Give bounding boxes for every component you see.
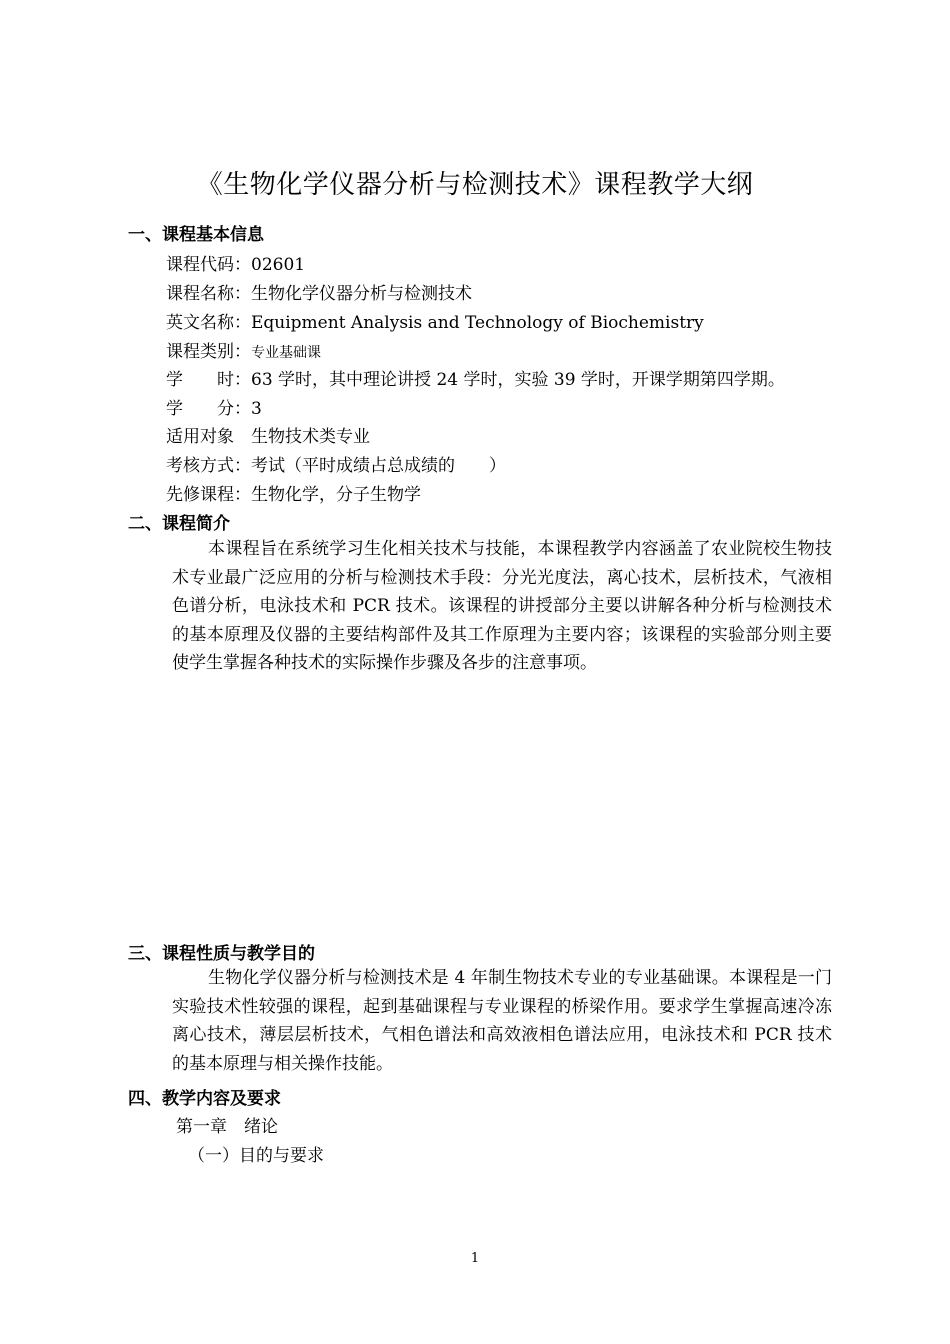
intro-paragraph: 本课程旨在系统学习生化相关技术与技能，本课程教学内容涵盖了农业院校生物技术专业最广泛应用的分析与检测技术手段：分光光度法，离心技术，层析技术，气液相色谱分析，电泳技术和 PCR 技术。该课程的讲授部分主要以讲解各种分析与检测技术的基本原理及仪器的主要结构部件及其工作原理为主要内容；该课程的实验部分则主要使学生掌握各种技术的实际操作步骤及各步的注意事项。 [172,539,832,674]
page-number: 1 [470,1251,480,1266]
section-heading-basic-info: 一、课程基本信息 [128,225,264,245]
info-value: 63 学时，其中理论讲授 24 学时，实验 39 学时，开课学期第四学期。 [251,370,785,390]
info-label: 课程名称： [166,284,251,304]
info-label: 适用对象 [166,427,251,447]
info-value: Equipment Analysis and Technology of Biochemistry [251,313,704,333]
info-row-name [166,279,472,304]
info-row-hours [166,365,785,390]
info-label: 先修课程： [166,485,251,505]
info-value: 02601 [251,255,306,275]
info-label: 课程代码： [166,255,251,275]
info-row-type [166,337,321,362]
info-label: 英文名称： [166,313,251,333]
info-row-target [166,422,370,447]
info-row-credits [166,394,262,419]
info-value: 生物技术类专业 [251,427,370,447]
document-title: 《生物化学仪器分析与检测技术》课程教学大纲 [196,170,754,200]
section-heading-intro: 二、课程简介 [128,514,230,534]
info-row-code [166,250,305,275]
info-value: 生物化学仪器分析与检测技术 [251,284,472,304]
info-row-exam [166,451,506,476]
nature-paragraph: 生物化学仪器分析与检测技术是 4 年制生物技术专业的专业基础课。本课程是一门实验技术性较强的课程，起到基础课程与专业课程的桥梁作用。要求学生掌握高速冷冻离心技术，薄层层析技术，气相色谱法和高效液相色谱法应用，电泳技术和 PCR 技术的基本原理与相关操作技能。 [172,968,832,1074]
info-label: 课程类别： [166,342,251,362]
info-label: 学 时： [166,370,251,390]
info-row-english-name [166,308,704,333]
info-label: 学 分： [166,399,251,419]
info-value: 生物化学，分子生物学 [251,485,421,505]
info-value: 3 [251,399,262,419]
chapter-subheading: （一）目的与要求 [188,1146,324,1166]
chapter-heading: 第一章 绪论 [176,1117,278,1137]
info-value: 考试（平时成绩占总成绩的 ） [251,456,506,476]
info-value: 专业基础课 [251,345,321,361]
section-heading-content: 四、教学内容及要求 [128,1089,281,1109]
info-label: 考核方式： [166,456,251,476]
info-row-prerequisites [166,480,421,505]
section-heading-nature: 三、课程性质与教学目的 [128,944,315,964]
